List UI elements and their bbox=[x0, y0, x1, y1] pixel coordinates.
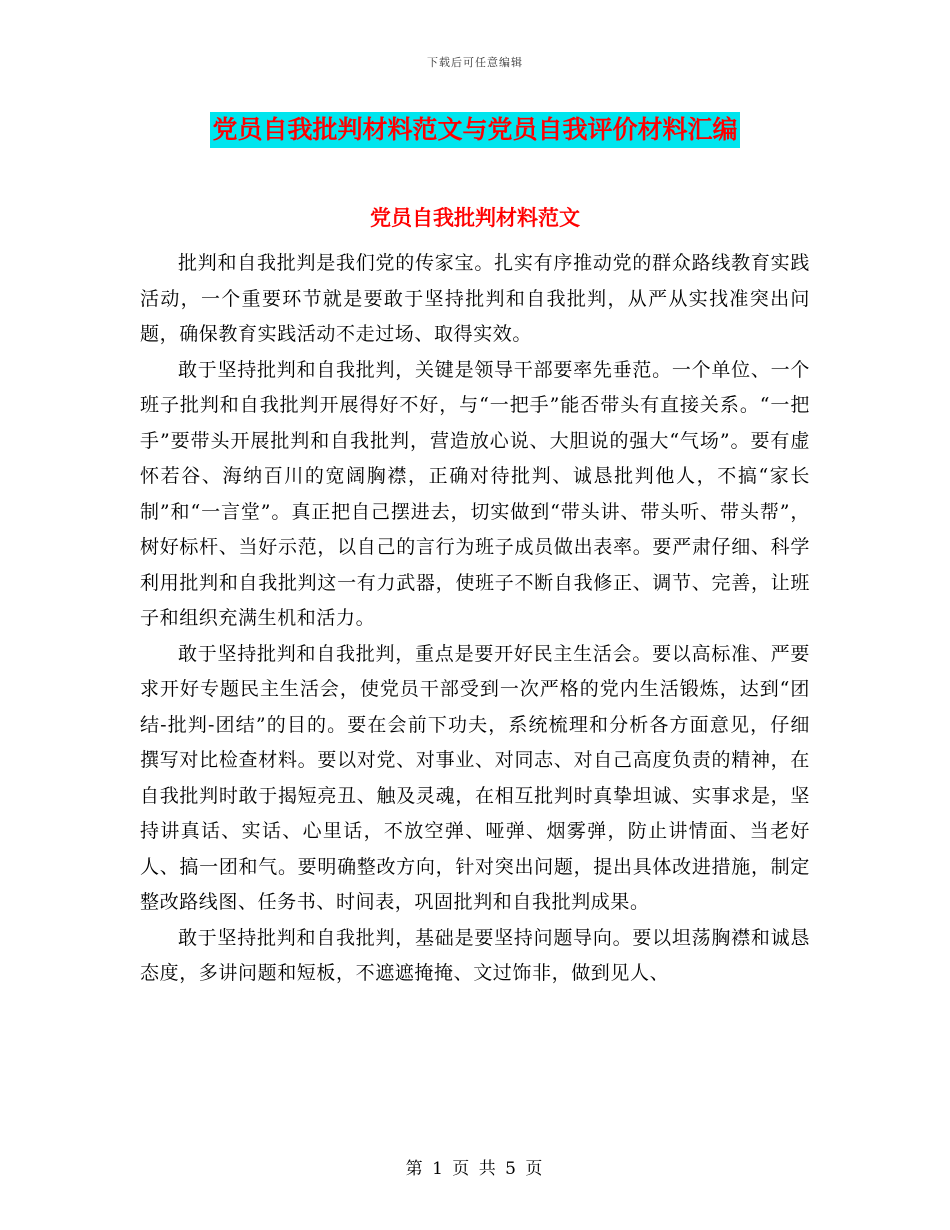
section-title: 党员自我批判材料范文 bbox=[370, 206, 580, 230]
paragraph-3: 敢于坚持批判和自我批判，重点是要开好民主生活会。要以高标准、严要求开好专题民主生活会，使党员干部受到一次严格的党内生活锻炼，达到“团结-批判-团结”的目的。要在会前下功夫，系统梳理和分析各方面意见，仔细撰写对比检查材料。要以对党、对事业、对同志、对自己高度负责的精神，在自我批判时敢于揭短亮丑、触及灵魂，在相互批判时真挚坦诚、实事求是，坚持讲真话、实话、心里话，不放空弹、哑弹、烟雾弹，防止讲情面、当老好人、搞一团和气。要明确整改方向，针对突出问题，提出具体改进措施，制定整改路线图、任务书、时间表，巩固批判和自我批判成果。 bbox=[140, 642, 810, 913]
page-number-footer: 第 1 页 共 5 页 bbox=[405, 1159, 545, 1179]
paragraph-4: 敢于坚持批判和自我批判，基础是要坚持问题导向。要以坦荡胸襟和诚恳态度，多讲问题和短板，不遮遮掩掩、文过饰非，做到见人、 bbox=[140, 926, 810, 984]
document-main-title: 党员自我批判材料范文与党员自我评价材料汇编 bbox=[210, 112, 739, 148]
main-title-container bbox=[0, 112, 950, 148]
header-note: 下载后可任意编辑 bbox=[427, 56, 523, 69]
paragraph-2: 敢于坚持批判和自我批判，关键是领导干部要率先垂范。一个单位、一个班子批判和自我批判开展得好不好，与“一把手”能否带头有直接关系。“一把手”要带头开展批判和自我批判，营造放心说、大胆说的强大“气场”。要有虚怀若谷、海纳百川的宽阔胸襟，正确对待批判、诚恳批判他人，不搞“家长制”和“一言堂”。真正把自己摆进去，切实做到“带头讲、带头听、带头帮”，树好标杆、当好示范，以自己的言行为班子成员做出表率。要严肃仔细、科学利用批判和自我批判这一有力武器，使班子不断自我修正、调节、完善，让班子和组织充满生机和活力。 bbox=[140, 358, 810, 629]
paragraph-1: 批判和自我批判是我们党的传家宝。扎实有序推动党的群众路线教育实践活动，一个重要环节就是要敢于坚持批判和自我批判，从严从实找准突出问题，确保教育实践活动不走过场、取得实效。 bbox=[140, 252, 810, 345]
document-body bbox=[140, 246, 810, 992]
